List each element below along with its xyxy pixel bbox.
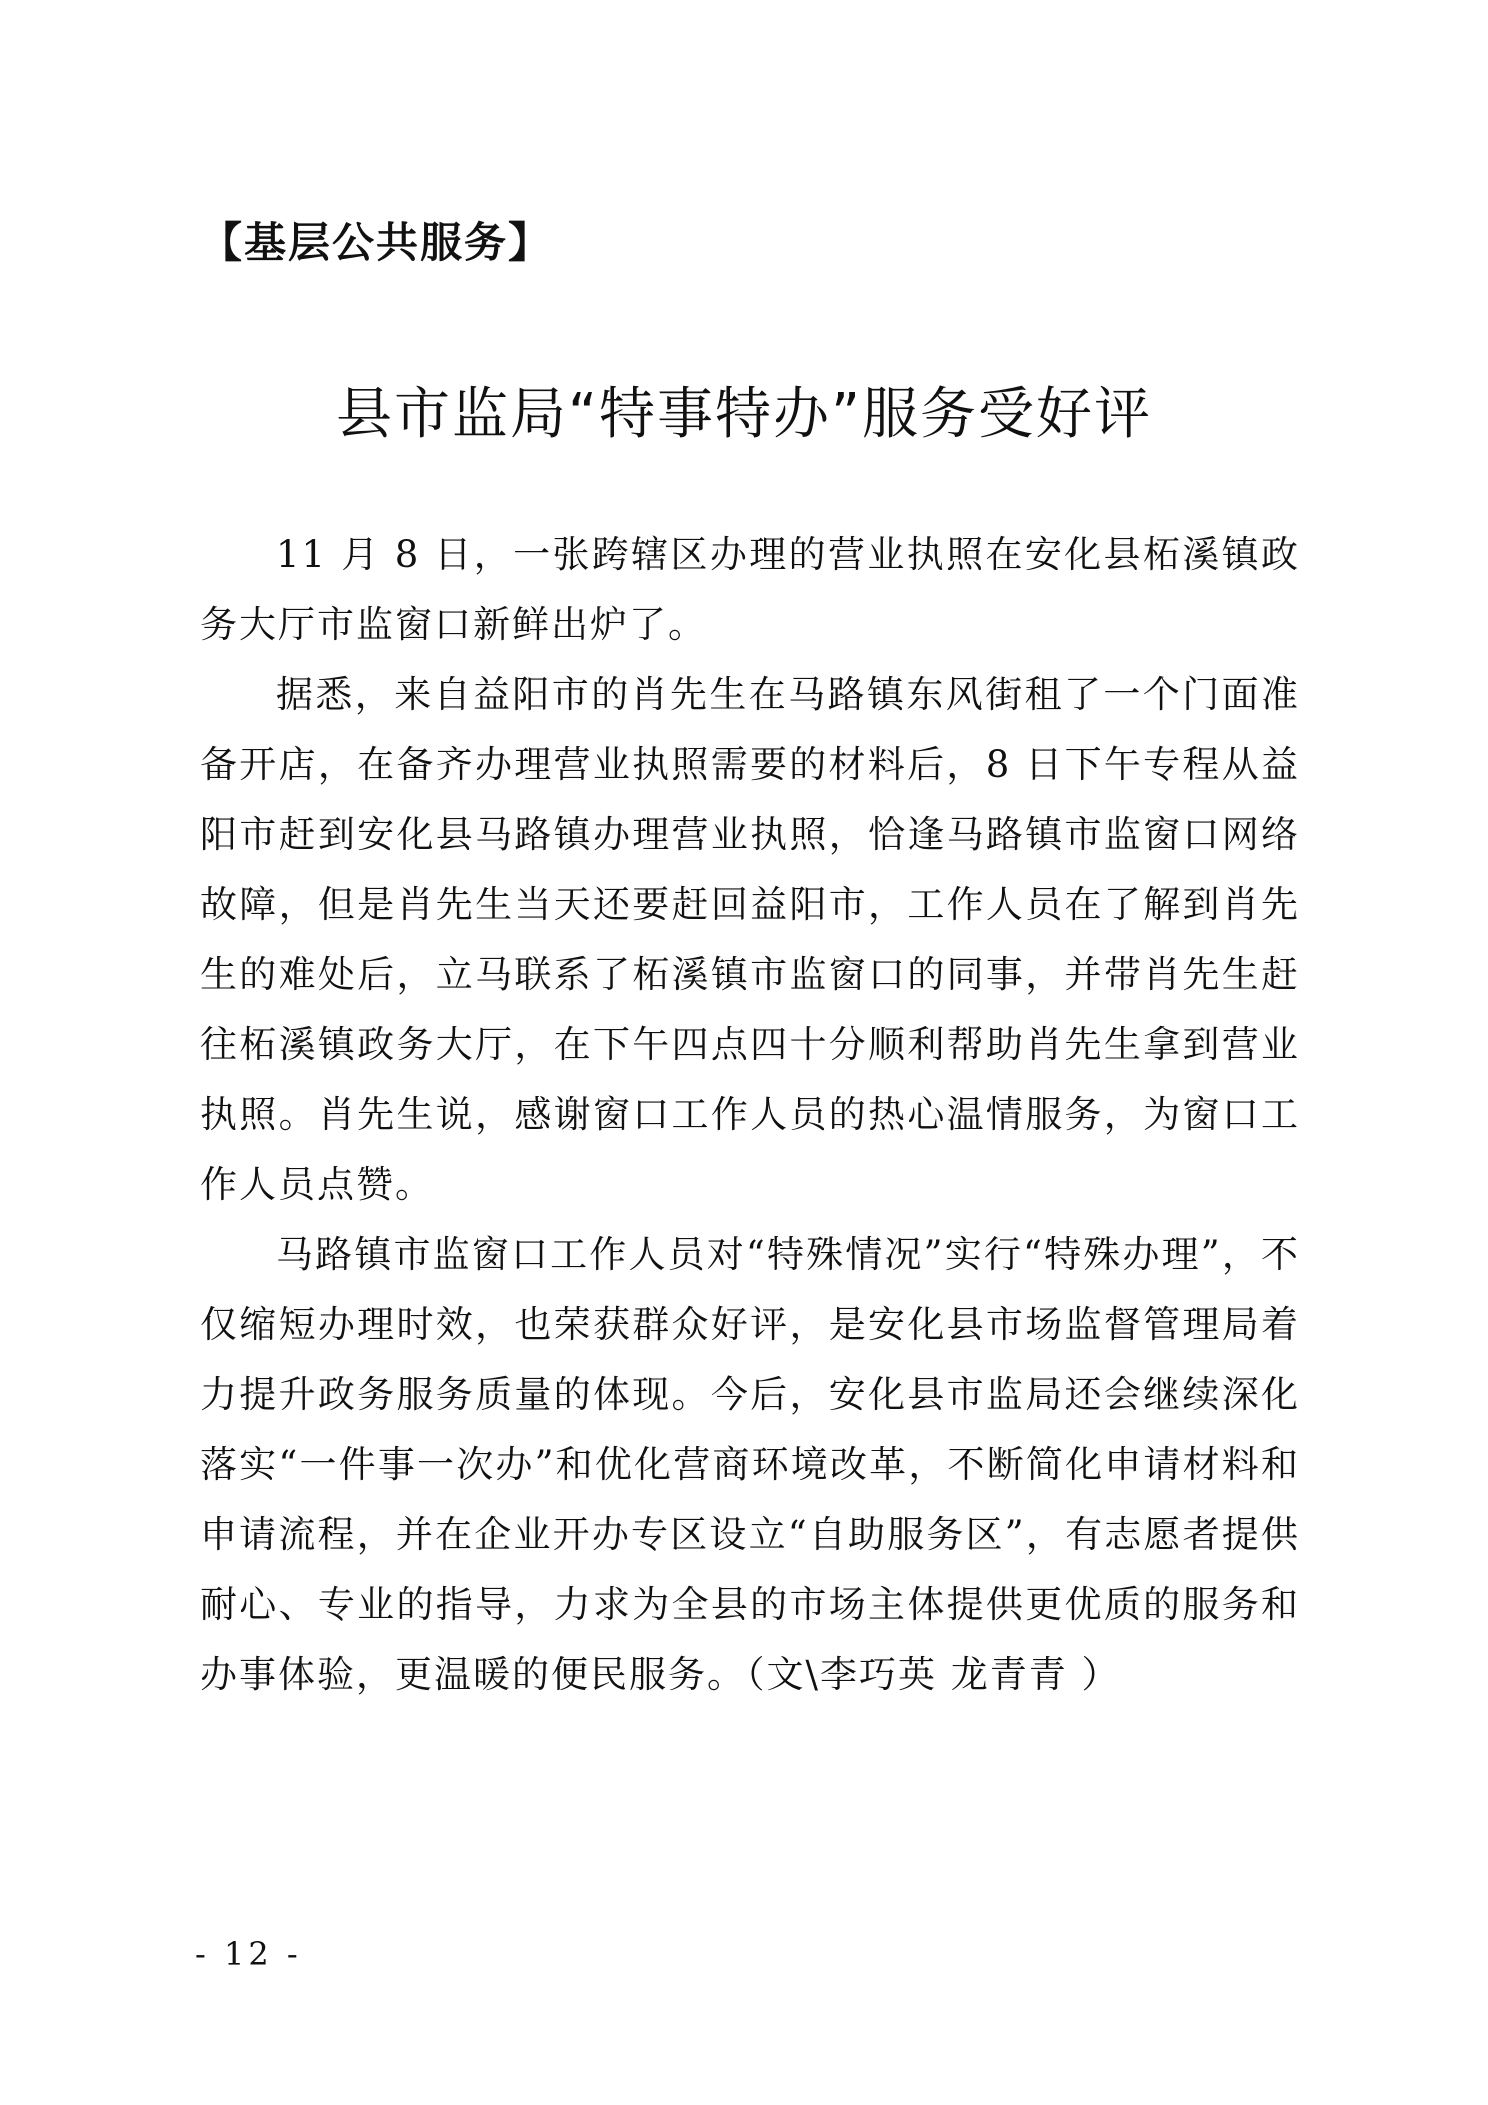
paragraph: 11 月 8 日，一张跨辖区办理的营业执照在安化县柘溪镇政务大厅市监窗口新鲜出炉了。 xyxy=(200,533,1300,646)
paragraph: 马路镇市监窗口工作人员对“特殊情况”实行“特殊办理”，不仅缩短办理时效，也荣获群众好评，是安化县市场监督管理局着力提升政务服务质量的体现。今后，安化县市监局还会继续深化落实“一件事一次办”和优化营商环境改革，不断简化申请材料和申请流程，并在企业开办专区设立“自助服务区”，有志愿者提供耐心、专业的指导，力求为全县的市场主体提供更优质的服务和办事体验，更温暖的便民服务。（文\李巧英 龙青青 ） xyxy=(200,1233,1300,1696)
section-label: 【基层公共服务】 xyxy=(200,218,553,267)
article-body xyxy=(200,520,1300,1710)
page-number: - 12 - xyxy=(195,1935,302,1973)
article-title: 县市监局“特事特办”服务受好评 xyxy=(335,382,1153,447)
paragraph: 据悉，来自益阳市的肖先生在马路镇东风街租了一个门面准备开店，在备齐办理营业执照需要的材料后，8 日下午专程从益阳市赶到安化县马路镇办理营业执照，恰逢马路镇市监窗口网络故障，但是肖先生当天还要赶回益阳市，工作人员在了解到肖先生的难处后，立马联系了柘溪镇市监窗口的同事，并带肖先生赶往柘溪镇政务大厅，在下午四点四十分顺利帮助肖先生拿到营业执照。肖先生说，感谢窗口工作人员的热心温情服务，为窗口工作人员点赞。 xyxy=(200,673,1300,1206)
